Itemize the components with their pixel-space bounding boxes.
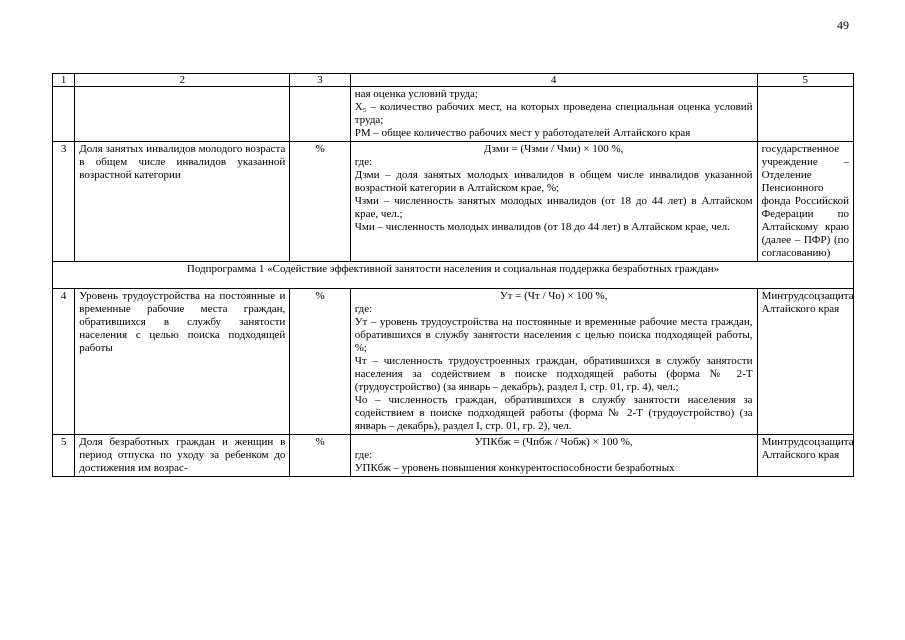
- table-row-5: [53, 435, 854, 477]
- header-col-5: 5: [757, 74, 853, 87]
- table-header-row: [53, 74, 854, 87]
- row-number: 5: [53, 435, 75, 477]
- table-row-4: [53, 289, 854, 435]
- method-cell: [350, 289, 757, 435]
- formula: Дзми = (Чзми / Чми) × 100 %,: [483, 143, 624, 155]
- method-line: где:: [354, 303, 373, 315]
- subprogram-row: [53, 262, 854, 289]
- indicator-name: Доля безработных граждан и женщин в период отпуска по уходу за ребенком до достижения им возрас-: [75, 435, 290, 477]
- method-cell: [350, 435, 757, 477]
- formula: Ут = (Чт / Чо) × 100 %,: [499, 290, 608, 302]
- unit-cell: %: [290, 289, 350, 435]
- method-line: где:: [354, 156, 373, 168]
- row-number: 4: [53, 289, 75, 435]
- method-line: где:: [354, 449, 373, 461]
- header-col-2: 2: [75, 74, 290, 87]
- source-cell: Минтрудсоцзащита Алтайского края: [757, 435, 853, 477]
- row-number: 3: [53, 142, 75, 262]
- page-number: 49: [837, 18, 849, 32]
- unit-cell: %: [290, 142, 350, 262]
- method-cell: [350, 142, 757, 262]
- method-line: РМ – общее количество рабочих мест у работодателей Алтайского края: [354, 127, 691, 139]
- table-row-3: [53, 142, 854, 262]
- method-line: Дзми – доля занятых молодых инвалидов в общем числе инвалидов указанной возрастной категории в Алтайском крае, %;: [354, 169, 753, 194]
- method-line: УПКбж – уровень повышения конкурентоспособности безработных: [354, 462, 675, 474]
- method-cell: [350, 87, 757, 142]
- subprogram-title: Подпрограмма 1 «Содействие эффективной занятости населения и социальная поддержка безработных граждан»: [53, 262, 854, 289]
- method-line: Чзми – численность занятых молодых инвалидов (от 18 до 44 лет) в Алтайском крае, чел.;: [354, 195, 753, 220]
- indicator-name: Доля занятых инвалидов молодого возраста в общем числе инвалидов указанной возрастной категории: [75, 142, 290, 262]
- table-row-continuation: [53, 87, 854, 142]
- formula: УПКбж = (Чпбж / Чобж) × 100 %,: [474, 436, 633, 448]
- source-cell: государственное учреждение – Отделение Пенсионного фонда Российской Федерации по Алтайскому краю (далее – ПФР) (по согласованию): [757, 142, 853, 262]
- header-col-3: 3: [290, 74, 350, 87]
- indicators-table: [52, 73, 854, 477]
- method-line: Чо – численность граждан, обратившихся в службу занятости населения за содействием в поиске подходящей работы (форма № 2-Т (трудоустройство) (за январь – декабрь), раздел I, стр. 01, гр. 2), чел.: [354, 394, 753, 432]
- header-col-1: 1: [53, 74, 75, 87]
- unit-cell: %: [290, 435, 350, 477]
- indicator-name: Уровень трудоустройства на постоянные и временные рабочие места граждан, обратившихся в службу занятости населения с целью поиска подходящей работы: [75, 289, 290, 435]
- method-line: Ут – уровень трудоустройства на постоянные и временные рабочие места граждан, обратившихся в службу занятости населения с целью поиска подходящей работы, %;: [354, 316, 753, 354]
- method-line: Чт – численность трудоустроенных граждан, обратившихся в службу занятости населения за содействием в поиске подходящей работы (форма № 2-Т (трудоустройство) (за январь – декабрь), раздел I, стр. 01, гр. 4), чел.;: [354, 355, 753, 393]
- method-line: ная оценка условий труда;: [354, 88, 478, 100]
- header-col-4: 4: [350, 74, 757, 87]
- source-cell: Минтрудсоцзащита Алтайского края: [757, 289, 853, 435]
- method-line: Х₅ – количество рабочих мест, на которых проведена специальная оценка условий труда;: [354, 101, 753, 126]
- method-line: Чми – численность молодых инвалидов (от 18 до 44 лет) в Алтайском крае, чел.: [354, 221, 730, 233]
